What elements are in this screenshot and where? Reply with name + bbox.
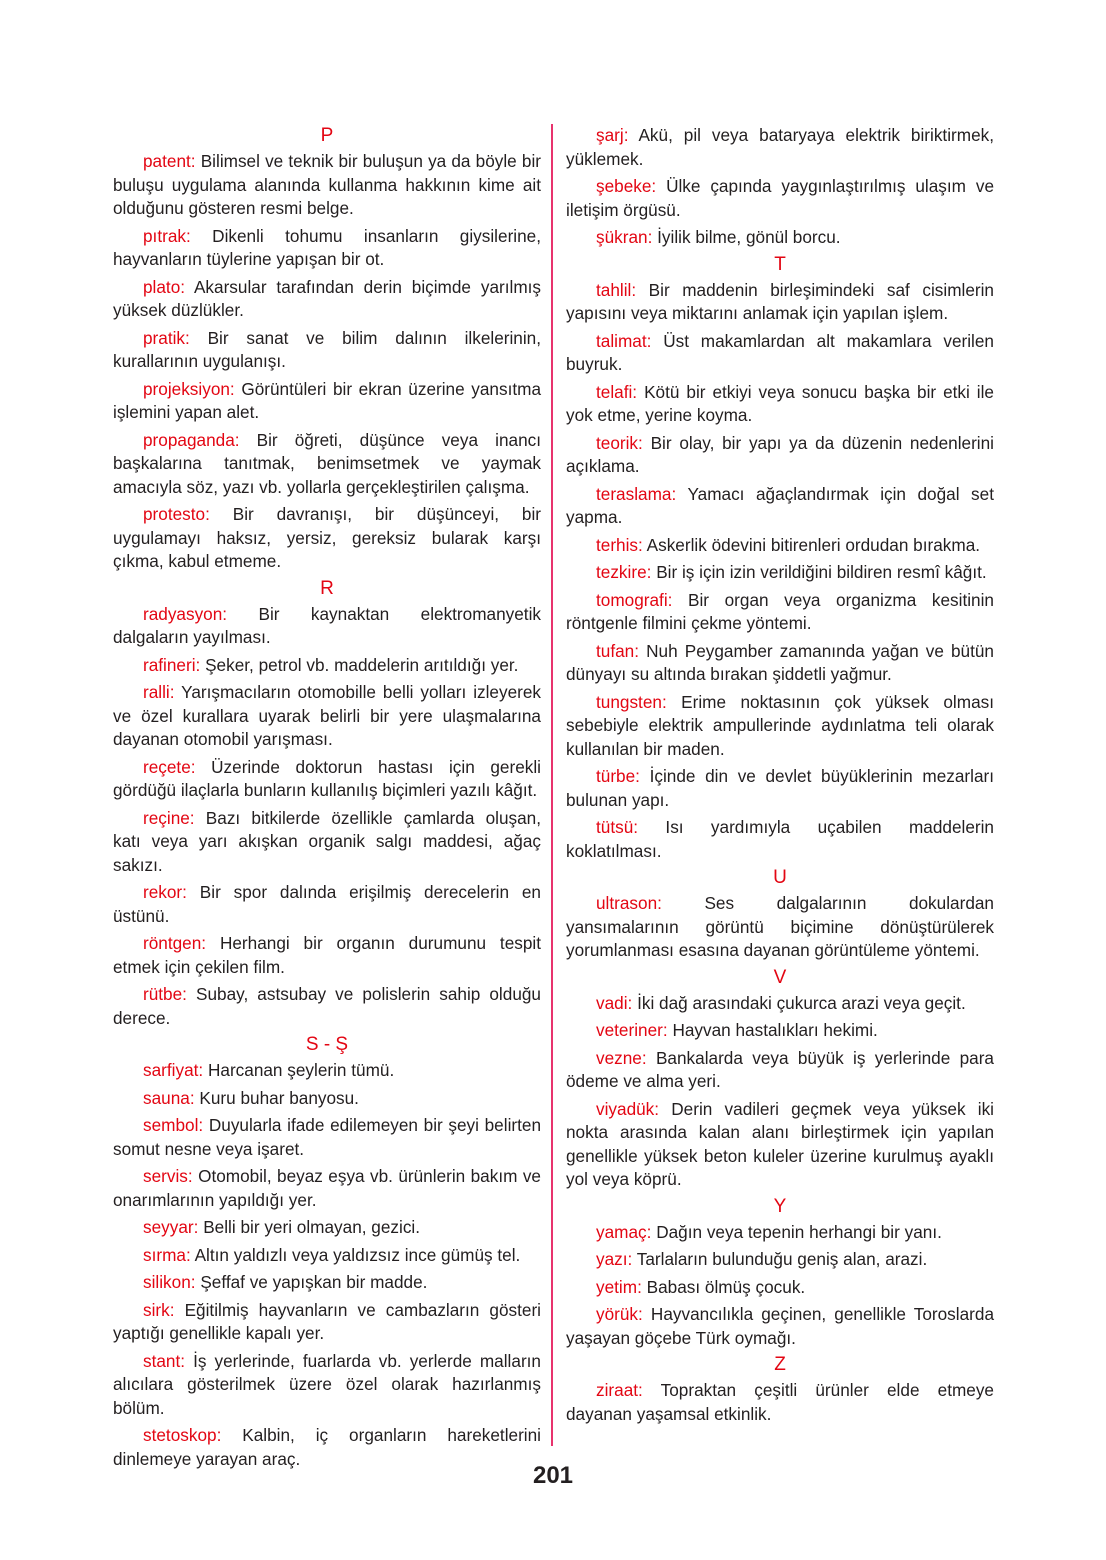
entry-definition: Subay, astsubay ve polislerin sahip olduğu derece. [113,984,541,1028]
dictionary-entry [566,534,994,558]
column-divider [551,124,553,1446]
dictionary-entry [113,378,541,425]
entry-term: tütsü: [596,817,639,837]
entry-definition: Şeffaf ve yapışkan bir madde. [200,1272,428,1292]
dictionary-entry [113,276,541,323]
entry-term: ziraat: [596,1380,643,1400]
entry-definition: Askerlik ödevini bitirenleri ordudan bırakma. [646,534,981,555]
dictionary-entry [113,681,541,752]
entry-term: tahlil: [596,279,637,300]
dictionary-entry [113,654,541,678]
entry-definition: Akarsular tarafından derin biçimde yarılmış yüksek düzlükler. [113,276,542,320]
dictionary-entry [566,892,994,963]
section-letter: Z [774,1354,786,1375]
entry-definition: Bir kaynaktan elektromanyetik dalgaların yayılması. [113,603,541,647]
entry-term: rafineri: [143,654,201,675]
entry-term: reçete: [143,756,196,777]
dictionary-entry [566,226,994,250]
entry-term: tufan: [596,640,640,661]
entry-term: rekor: [143,882,187,902]
entry-term: ultrason: [596,893,662,913]
dictionary-entry [113,603,541,650]
entry-term: telafi: [596,381,638,402]
dictionary-entry [566,1047,994,1094]
entry-definition: Bir sanat ve bilim dalının ilkelerinin, kurallarının uygulanışı. [113,327,542,371]
entry-term: vezne: [596,1047,647,1068]
entry-definition: Derin vadileri geçmek veya yüksek iki nokta arasında kalan alanı birleştirmek için yapılan genellikle yüksek beton kuleler üzerine kurulmuş ayaklı yol veya köprü. [566,1098,994,1189]
entry-term: tezkire: [596,562,652,582]
entry-definition: Dağın veya tepenin herhangi bir yanı. [656,1221,942,1242]
entry-term: tomografi: [596,589,673,610]
entry-definition: Otomobil, beyaz eşya vb. ürünlerin bakım ve onarımlarının yapıldığı yer. [113,1166,541,1210]
entry-term: terhis: [596,534,643,555]
entry-definition: Eğitilmiş hayvanların ve cambazların gösteri yaptığı genellikle kapalı yer. [113,1299,541,1343]
section-letter: T [774,253,786,275]
entry-definition: İş yerlerinde, fuarlarda vb. yerlerde malların alıcılara gösterilmek üzere özel olarak hazırlanmış bölüm. [113,1350,541,1418]
entry-definition: Bankalarda veya büyük iş yerlerinde para ödeme ve alma yeri. [566,1047,994,1091]
entry-definition: Ses dalgalarının dokulardan yansımalarının görüntü biçimine dönüştürülerek yorumlanması esasına dayanan görüntüleme yöntemi. [566,893,994,960]
entry-term: türbe: [596,766,640,786]
dictionary-entry [566,1276,994,1300]
entry-definition: Yamacı ağaçlandırmak için doğal set yapma. [566,483,994,527]
entry-term: teraslama: [596,483,677,504]
dictionary-entry [113,932,541,979]
entry-definition: Bir olay, bir yapı ya da düzenin nedenlerini açıklama. [566,432,994,476]
entry-definition: Üst makamlardan alt makamlara verilen buyruk. [566,330,994,374]
entry-term: tungsten: [596,691,667,712]
right-column [566,124,994,1430]
entry-definition: İki dağ arasındaki çukurca arazi veya geçit. [637,992,966,1013]
dictionary-entry [566,1019,994,1043]
dictionary-entry [113,983,541,1030]
entry-term: plato: [143,276,186,297]
entry-definition: Bir spor dalında erişilmiş derecelerin en üstünü. [113,882,541,926]
dictionary-entry [113,881,541,928]
dictionary-entry [566,1098,994,1192]
entry-definition: Dikenli tohumu insanların giysilerine, hayvanların tüylerine yapışan bir ot. [113,225,541,269]
entry-definition: Görüntüleri bir ekran üzerine yansıtma işlemini yapan alet. [113,378,542,422]
dictionary-entry [566,691,994,762]
entry-term: röntgen: [143,933,207,953]
entry-definition: Bir maddenin birleşimindeki saf cisimlerin yapısını veya miktarını anlamak için yapılan işlem. [566,279,994,323]
dictionary-entry [566,483,994,530]
dictionary-entry [566,765,994,812]
entry-definition: Yarışmacıların otomobille belli yolları izleyerek ve özel kurallara uyarak belirli bir yere ulaşmalarına dayanan otomobil yarışması. [113,682,542,749]
entry-definition: İyilik bilme, gönül borcu. [657,227,841,247]
dictionary-entry [566,816,994,863]
entry-definition: Kötü bir etkiyi veya sonucu başka bir etki ile yok etme, yerine koyma. [566,381,994,425]
entry-definition: Belli bir yeri olmayan, gezici. [203,1217,421,1237]
dictionary-entry [566,381,994,428]
dictionary-entry [113,225,541,272]
entry-term: protesto: [143,504,210,524]
entry-definition: Erime noktasının çok yüksek olması sebebiyle elektrik ampullerinde aydınlatma teli olarak kullanılan bir maden. [566,691,994,759]
entry-definition: Tarlaların bulunduğu geniş alan, arazi. [636,1249,928,1269]
entry-definition: Babası ölmüş çocuk. [646,1276,806,1297]
dictionary-entry [566,124,994,171]
entry-term: seyyar: [143,1217,199,1237]
entry-term: şükran: [596,227,653,247]
entry-definition: Bazı bitkilerde özellikle çamlarda oluşan, katı veya yarı akışkan organik salgı maddesi, ağaç sakızı. [113,807,541,875]
dictionary-entry [566,992,994,1016]
section-letter: P [320,125,334,146]
entry-term: yetim: [596,1276,642,1297]
entry-term: sauna: [143,1087,195,1108]
entry-term: patent: [143,151,196,171]
section-letter: Y [773,1195,787,1217]
entry-term: propaganda: [143,429,240,450]
entry-definition: Üzerinde doktorun hastası için gerekli gördüğü ilaçlarla bunların kullanılış biçimleri yazılı kâğıt. [113,756,541,800]
section-letter: S - Ş [305,1034,349,1055]
dictionary-entry [566,561,994,585]
entry-term: pıtrak: [143,225,191,246]
entry-term: ralli: [143,682,175,702]
entry-term: sirk: [143,1299,175,1320]
dictionary-entry [566,1221,994,1245]
entry-definition: Bilimsel ve teknik bir buluşun ya da böyle bir buluşu uygulama alanında kullanma hakkının kime ait olduğunu gösteren resmi belge. [113,151,541,218]
dictionary-entry [113,1087,541,1111]
entry-definition: Nuh Peygamber zamanında yağan ve bütün dünyayı su altında bırakan şiddetli yağmur. [566,640,994,684]
entry-term: yamaç: [596,1221,652,1242]
entry-definition: İçinde din ve devlet büyüklerinin mezarları bulunan yapı. [566,766,994,810]
entry-definition: Topraktan çeşitli ürünler elde etmeye dayanan yaşamsal etkinlik. [566,1380,994,1424]
entry-term: teorik: [596,432,643,453]
dictionary-entry [566,279,994,326]
entry-term: servis: [143,1166,193,1186]
entry-term: stetoskop: [143,1425,222,1445]
entry-definition: Bir iş için izin verildiğini bildiren resmî kâğıt. [656,562,987,582]
entry-term: silikon: [143,1272,196,1292]
dictionary-entry [113,1244,541,1268]
section-letter: R [320,577,334,599]
entry-definition: Harcanan şeylerin tümü. [207,1060,395,1080]
dictionary-entry [113,1271,541,1295]
entry-term: şarj: [596,125,629,145]
entry-definition: Herhangi bir organın durumunu tespit etmek için çekilen film. [113,933,542,977]
entry-definition: Bir öğreti, düşünce veya inancı başkalarına tanıtmak, benimsetmek ve yaymak amacıyla söz, yazı vb. yollarla gerçekleştirilen çalışma. [113,429,541,497]
entry-term: viyadük: [596,1098,660,1119]
dictionary-entry [566,1303,994,1350]
left-column [113,124,541,1475]
entry-term: yazı: [596,1249,633,1269]
entry-definition: Duyularla ifade edilemeyen bir şeyi belirten somut nesne veya işaret. [113,1115,541,1159]
dictionary-entry [566,1379,994,1426]
section-letter: V [773,966,787,988]
dictionary-entry [566,589,994,636]
dictionary-entry [113,1350,541,1421]
entry-term: veteriner: [596,1020,668,1040]
entry-term: rütbe: [143,984,187,1004]
entry-definition: Isı yardımıyla uçabilen maddelerin koklatılması. [566,817,994,861]
entry-term: sarfiyat: [143,1060,204,1080]
dictionary-entry [113,1059,541,1083]
entry-definition: Bir organ veya organizma kesitinin röntgenle filmini çekme yöntemi. [566,589,994,633]
dictionary-entry [113,327,541,374]
entry-definition: Kuru buhar banyosu. [199,1087,359,1108]
entry-definition: Hayvan hastalıkları hekimi. [672,1020,878,1040]
dictionary-entry [113,429,541,500]
entry-term: vadi: [596,992,633,1013]
entry-term: sırma: [143,1244,191,1265]
entry-definition: Bir davranışı, bir düşünceyi, bir uygulamayı haksız, yersiz, gereksiz bularak karşı çıkma, kabul etmeme. [113,504,542,571]
dictionary-entry [113,1114,541,1161]
page-number: 201 [532,1462,574,1489]
dictionary-entry [566,330,994,377]
dictionary-entry [113,807,541,878]
dictionary-entry [113,756,541,803]
entry-term: yörük: [596,1304,643,1324]
dictionary-entry [113,150,541,221]
entry-term: stant: [143,1350,186,1371]
entry-term: pratik: [143,327,190,348]
entry-term: projeksiyon: [143,378,235,399]
dictionary-entry [113,1165,541,1212]
entry-term: radyasyon: [143,603,228,624]
entry-term: şebeke: [596,176,657,196]
dictionary-entry [113,503,541,574]
entry-term: talimat: [596,330,652,351]
entry-definition: Hayvancılıkla geçinen, genellikle Toroslarda yaşayan göçebe Türk oymağı. [566,1304,994,1348]
section-letter: U [773,867,787,888]
entry-term: sembol: [143,1115,204,1135]
entry-definition: Ülke çapında yaygınlaştırılmış ulaşım ve iletişim örgüsü. [566,176,995,220]
dictionary-entry [566,1248,994,1272]
entry-definition: Şeker, petrol vb. maddelerin arıtıldığı yer. [205,654,519,675]
dictionary-entry [113,1216,541,1240]
dictionary-entry [566,432,994,479]
entry-definition: Altın yaldızlı veya yaldızsız ince gümüş tel. [194,1244,521,1265]
dictionary-entry [566,175,994,222]
dictionary-entry [113,1299,541,1346]
entry-term: reçine: [143,807,195,828]
dictionary-entry [566,640,994,687]
entry-definition: Kalbin, iç organların hareketlerini dinlemeye yarayan araç. [113,1425,541,1469]
entry-definition: Akü, pil veya bataryaya elektrik biriktirmek, yüklemek. [566,125,994,169]
